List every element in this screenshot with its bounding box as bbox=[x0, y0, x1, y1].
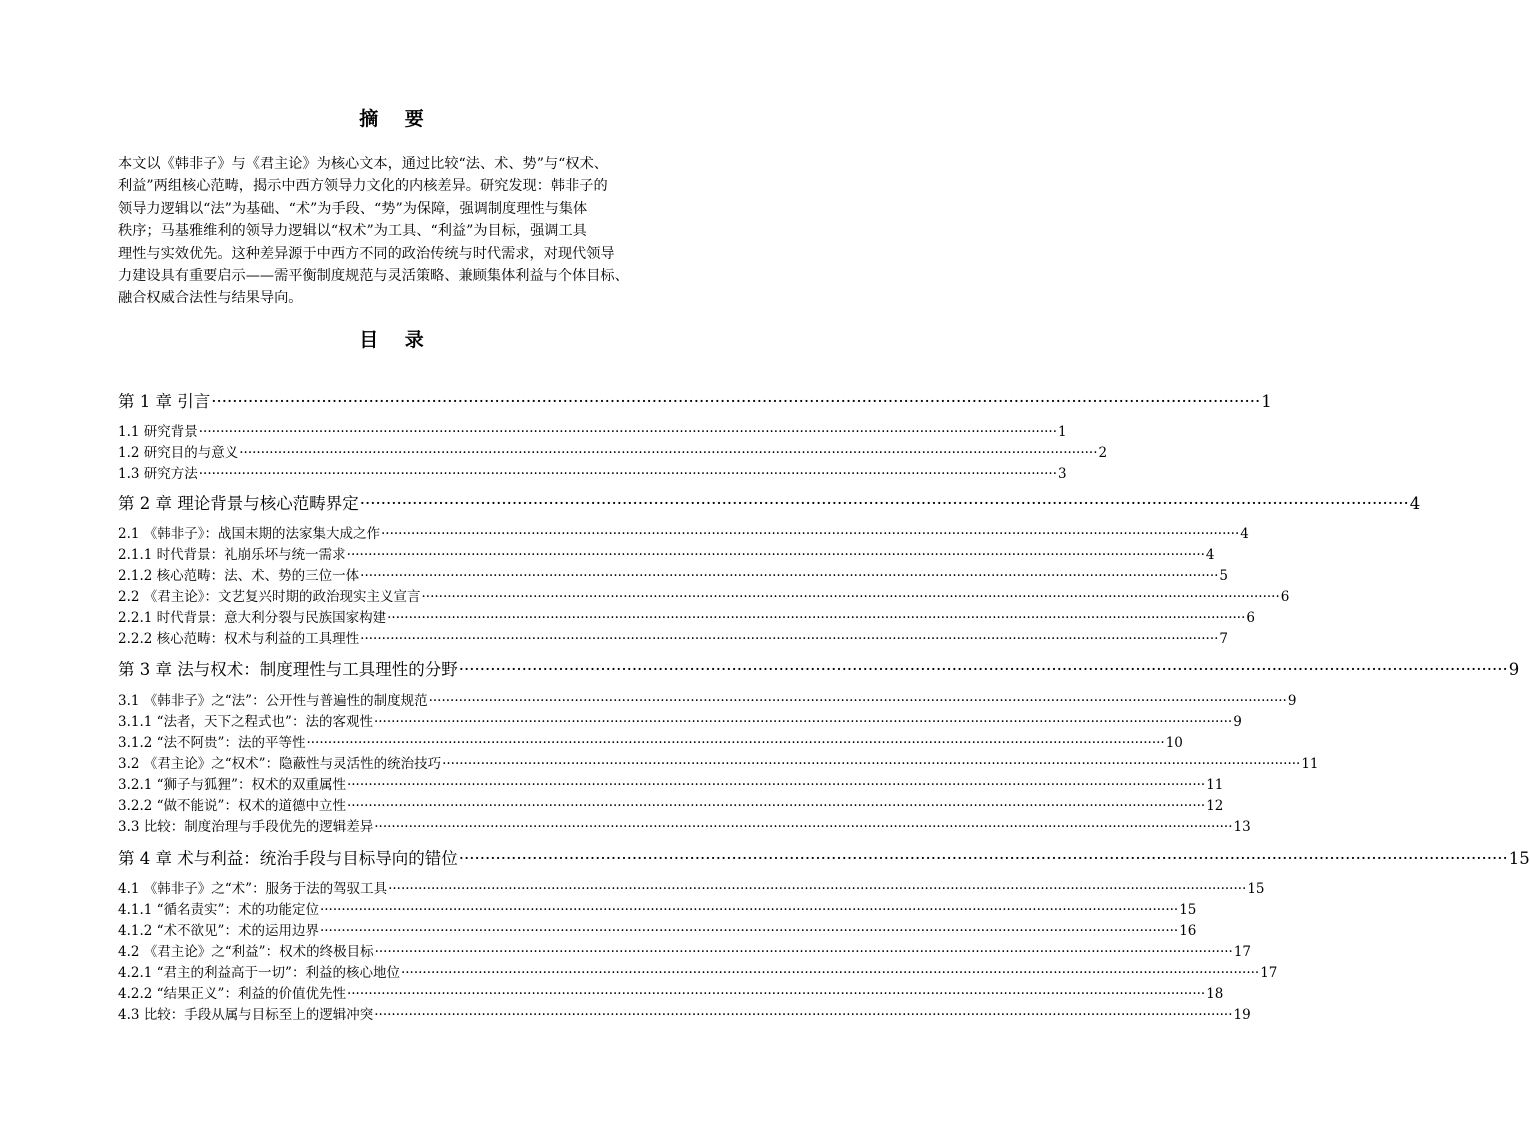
abstract-line: 力建设具有重要启示——需平衡制度规范与灵活策略、兼顾集体利益与个体目标、 bbox=[118, 268, 629, 285]
toc-leader: ········································································································································································································ bbox=[387, 610, 1246, 626]
abstract-line: 理性与实效优先。这种差异源于中西方不同的政治传统与时代需求，对现代领导 bbox=[118, 245, 615, 262]
toc-chapter[interactable]: 第 4 章 术与利益：统治手段与目标导向的错位 ········································································································································································································ 15 bbox=[118, 849, 1530, 868]
toc-section[interactable]: 1.3 研究方法 ········································································································································································································ 3 bbox=[118, 466, 1067, 482]
toc-section[interactable]: 2.2.1 时代背景：意大利分裂与民族国家构建 ········································································································································································································ 6 bbox=[118, 610, 1255, 626]
toc-leader: ········································································································································································································ bbox=[198, 424, 1058, 440]
toc-chapter[interactable]: 第 3 章 法与权术：制度理性与工具理性的分野 ········································································································································································································ 9 bbox=[118, 660, 1520, 679]
toc-leader: ········································································································································································································ bbox=[198, 466, 1058, 482]
toc-leader: ········································································································································································································ bbox=[458, 849, 1508, 868]
toc-section[interactable]: 2.1.2 核心范畴：法、术、势的三位一体 ········································································································································································································ 5 bbox=[118, 568, 1229, 584]
toc-section[interactable]: 3.3 比较：制度治理与手段优先的逻辑差异 ········································································································································································································ 13 bbox=[118, 819, 1251, 835]
toc-section[interactable]: 2.2.2 核心范畴：权术与利益的工具理性 ········································································································································································································ 7 bbox=[118, 631, 1229, 647]
toc-leader: ········································································································································································································ bbox=[381, 526, 1240, 542]
toc-section[interactable]: 3.1.2 “法不阿贵”：法的平等性 ········································································································································································································ 10 bbox=[118, 735, 1183, 751]
toc-leader: ········································································································································································································ bbox=[388, 881, 1247, 897]
toc-section[interactable]: 1.2 研究目的与意义 ········································································································································································································ 2 bbox=[118, 445, 1108, 461]
toc-section[interactable]: 4.2 《君主论》之“利益”：权术的终极目标 ········································································································································································································ 17 bbox=[118, 944, 1252, 960]
abstract-title: 摘 要 bbox=[359, 108, 434, 130]
toc-leader: ········································································································································································································ bbox=[346, 777, 1206, 793]
abstract-line: 本文以《韩非子》与《君主论》为核心文本，通过比较“法、术、势”与“权术、 bbox=[118, 156, 608, 172]
toc-leader: ········································································································································································································ bbox=[400, 965, 1260, 981]
abstract-body bbox=[118, 153, 678, 310]
toc-leader: ········································································································································································································ bbox=[442, 756, 1301, 772]
abstract-line: 利益”两组核心范畴，揭示中西方领导力文化的内核差异。研究发现：韩非子的 bbox=[118, 178, 608, 195]
toc-section[interactable]: 2.1.1 时代背景：礼崩乐坏与统一需求 ········································································································································································································ 4 bbox=[118, 547, 1215, 563]
toc-section[interactable]: 2.1 《韩非子》：战国末期的法家集大成之作 ········································································································································································································ 4 bbox=[118, 526, 1249, 542]
toc-section[interactable]: 3.2.1 “狮子与狐狸”：权术的双重属性 ········································································································································································································ 11 bbox=[118, 777, 1224, 793]
toc-leader: ········································································································································································································ bbox=[211, 392, 1261, 411]
toc-section[interactable]: 4.2.1 “君主的利益高于一切”：利益的核心地位 ········································································································································································································ 17 bbox=[118, 965, 1278, 981]
toc-section[interactable]: 4.1 《韩非子》之“术”：服务于法的驾驭工具 ········································································································································································································ 15 bbox=[118, 881, 1265, 897]
abstract-line: 秩序；马基雅维利的领导力逻辑以“权术”为工具、“利益”为目标，强调工具 bbox=[118, 223, 587, 240]
toc-chapter[interactable]: 第 2 章 理论背景与核心范畴界定 ········································································································································································································ 4 bbox=[118, 494, 1421, 513]
toc-leader: ········································································································································································································ bbox=[374, 944, 1233, 960]
abstract-line: 融合权威合法性与结果导向。 bbox=[118, 290, 303, 307]
toc-chapter[interactable]: 第 1 章 引言 ········································································································································································································ 1 bbox=[118, 392, 1272, 411]
toc-leader: ········································································································································································································ bbox=[346, 547, 1205, 563]
toc-leader: ········································································································································································································ bbox=[346, 986, 1206, 1002]
toc-leader: ········································································································································································································ bbox=[360, 631, 1219, 647]
toc-leader: ········································································································································································································ bbox=[421, 589, 1280, 605]
toc-leader: ········································································································································································································ bbox=[346, 798, 1206, 814]
toc-leader: ········································································································································································································ bbox=[319, 923, 1179, 939]
toc-leader: ········································································································································································································ bbox=[458, 660, 1508, 679]
toc-section[interactable]: 3.1 《韩非子》之“法”：公开性与普遍性的制度规范 ········································································································································································································ 9 bbox=[118, 693, 1297, 709]
toc-section[interactable]: 4.3 比较：手段从属与目标至上的逻辑冲突 ········································································································································································································ 19 bbox=[118, 1007, 1251, 1023]
toc-leader: ········································································································································································································ bbox=[306, 735, 1165, 751]
toc-leader: ········································································································································································································ bbox=[373, 714, 1233, 730]
toc-section[interactable]: 4.1.2 “术不欲见”：术的运用边界 ········································································································································································································ 16 bbox=[118, 923, 1197, 939]
toc-leader: ········································································································································································································ bbox=[374, 1007, 1233, 1023]
toc-section[interactable]: 1.1 研究背景 ········································································································································································································ 1 bbox=[118, 424, 1067, 440]
toc-section[interactable]: 4.2.2 “结果正义”：利益的价值优先性 ········································································································································································································ 18 bbox=[118, 986, 1224, 1002]
toc-leader: ········································································································································································································ bbox=[428, 693, 1287, 709]
toc-title: 目 录 bbox=[359, 329, 434, 351]
toc-section[interactable]: 2.2 《君主论》：文艺复兴时期的政治现实主义宣言 ········································································································································································································ 6 bbox=[118, 589, 1290, 605]
toc-leader: ········································································································································································································ bbox=[359, 494, 1409, 513]
abstract-line: 领导力逻辑以“法”为基础、“术”为手段、“势”为保障，强调制度理性与集体 bbox=[118, 200, 588, 217]
toc-leader: ········································································································································································································ bbox=[360, 568, 1219, 584]
toc-section[interactable]: 3.1.1 “法者，天下之程式也”：法的客观性 ········································································································································································································ 9 bbox=[118, 714, 1242, 730]
toc-section[interactable]: 4.1.1 “循名责实”：术的功能定位 ········································································································································································································ 15 bbox=[118, 902, 1197, 918]
toc-section[interactable]: 3.2.2 “做不能说”：权术的道德中立性 ········································································································································································································ 12 bbox=[118, 798, 1224, 814]
toc-leader: ········································································································································································································ bbox=[239, 445, 1098, 461]
toc-leader: ········································································································································································································ bbox=[319, 902, 1179, 918]
toc-section[interactable]: 3.2 《君主论》之“权术”：隐蔽性与灵活性的统治技巧 ········································································································································································································ 11 bbox=[118, 756, 1319, 772]
toc-leader: ········································································································································································································ bbox=[374, 819, 1233, 835]
